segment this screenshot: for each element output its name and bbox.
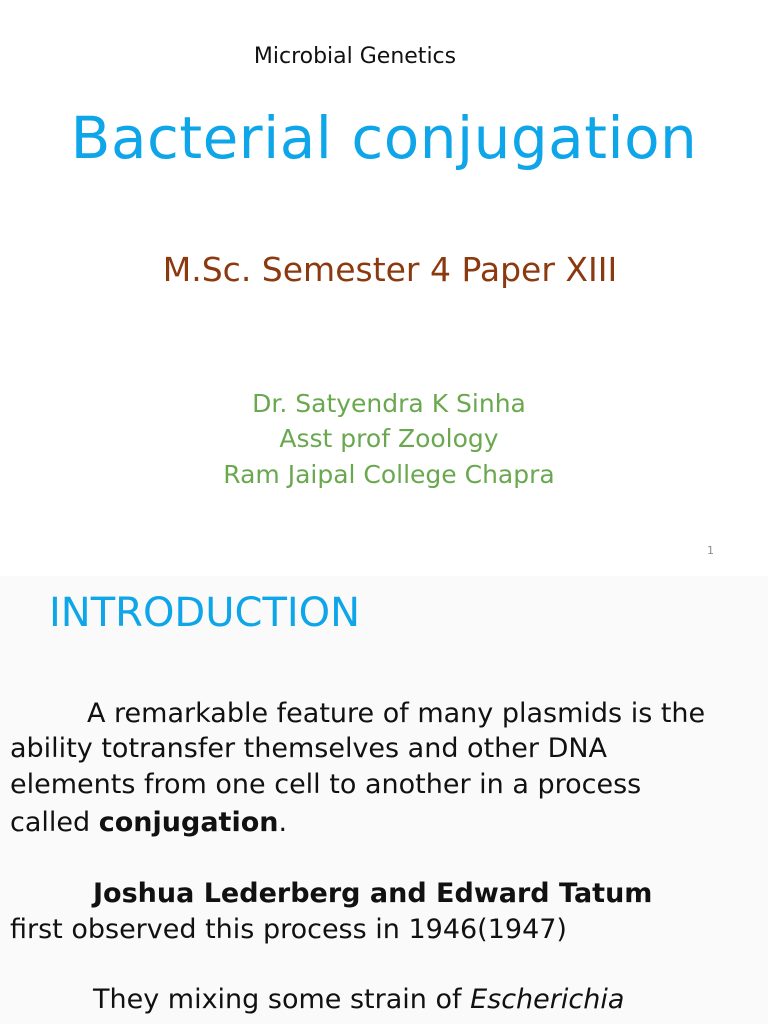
scientists-names: Joshua Lederberg and Edward Tatum bbox=[93, 878, 653, 909]
body-line bbox=[93, 984, 624, 1015]
body-line bbox=[10, 807, 287, 838]
author-institution: Ram Jaipal College Chapra bbox=[223, 460, 555, 489]
emphasis-term: conjugation bbox=[98, 807, 279, 838]
body-line: A remarkable feature of many plasmids is the bbox=[87, 698, 706, 729]
introduction-slide bbox=[0, 576, 768, 1024]
body-text-span: They mixing some strain of bbox=[93, 984, 471, 1015]
section-heading: INTRODUCTION bbox=[49, 590, 361, 636]
author-position: Asst prof Zoology bbox=[279, 424, 499, 453]
body-text-span: . bbox=[278, 807, 288, 838]
body-line: elements from one cell to another in a process bbox=[10, 769, 642, 800]
page-number: 1 bbox=[707, 544, 714, 557]
slide-title: Bacterial conjugation bbox=[70, 104, 698, 172]
body-text-span: called bbox=[10, 807, 99, 838]
species-name: Escherichia bbox=[470, 984, 625, 1015]
body-line: ability totransfer themselves and other DNA bbox=[10, 733, 608, 764]
slide-subtitle: M.Sc. Semester 4 Paper XIII bbox=[162, 250, 618, 289]
author-name: Dr. Satyendra K Sinha bbox=[252, 389, 526, 418]
body-line: first observed this process in 1946(1947) bbox=[10, 914, 567, 945]
course-name: Microbial Genetics bbox=[253, 44, 457, 69]
